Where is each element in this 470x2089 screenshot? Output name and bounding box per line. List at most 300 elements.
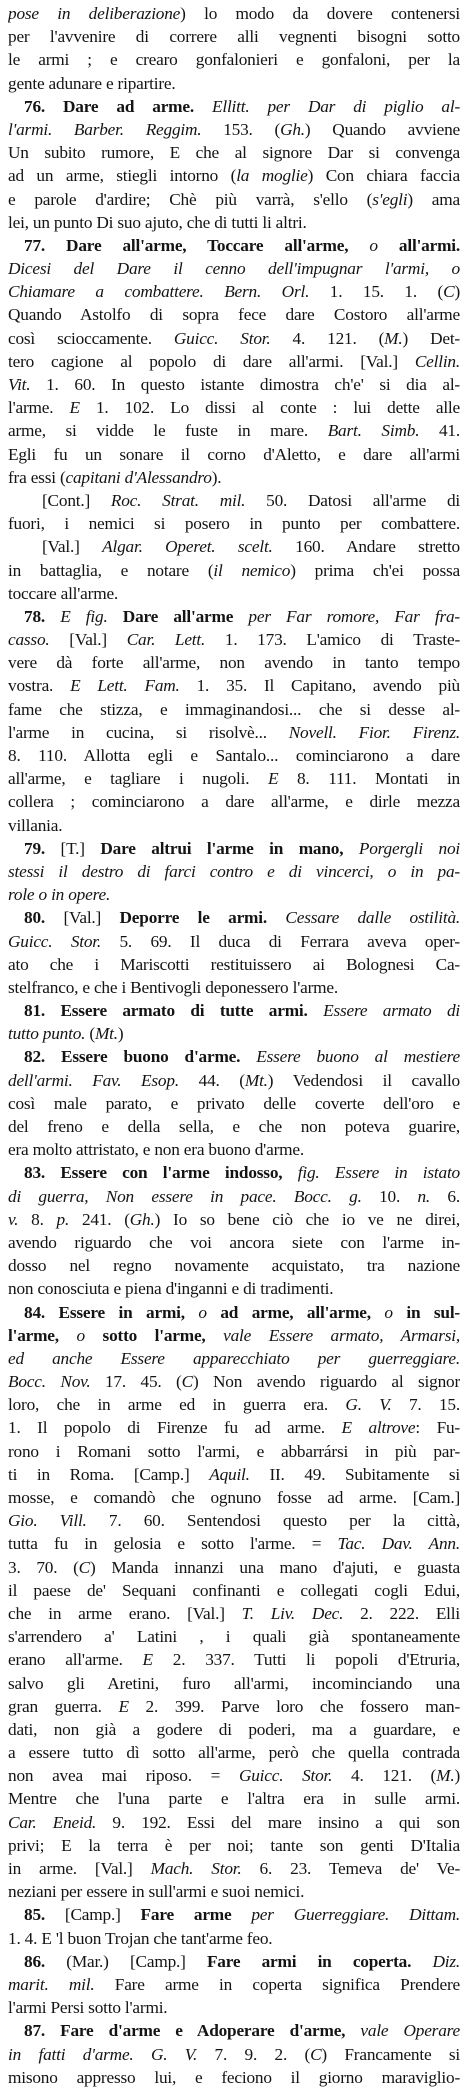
body-text: 8. 110. Allotta egli e Santalo... cominciarono a dare	[8, 746, 460, 765]
italic-text: Tac. Dav. Ann.	[337, 1534, 460, 1554]
entry-heading: all'armi.	[398, 235, 460, 255]
italic-text: E fig.	[60, 606, 108, 626]
italic-text: Diz.	[432, 1951, 460, 1971]
text-line	[8, 1787, 460, 1810]
body-text: toccare all'arme.	[8, 583, 119, 603]
body-text: )	[454, 1766, 460, 1786]
italic-text: Gh.	[280, 119, 305, 139]
italic-text: Mt.	[94, 1024, 118, 1044]
italic-text: vale Operare	[360, 2021, 460, 2041]
body-text: fame che stizza, e immaginandosi... che si desse al-	[8, 699, 460, 719]
italic-text: pose in deliberazione	[8, 4, 181, 23]
italic-text: Vit.	[8, 375, 31, 394]
body-text: ato che i Mariscotti restituissero ai Bolognesi Ca-	[8, 954, 460, 974]
text-line	[8, 327, 460, 350]
body-text: arme, si vidde le fuste in mare.	[8, 421, 328, 441]
body-text: 1. 60. In questo istante dimostra ch'e' si dia al-	[30, 375, 460, 394]
body-text: fuori, i nemici si posero in punto per combattere.	[8, 514, 460, 534]
body-text: ) lo modo da dovere contenersi	[180, 4, 460, 23]
text-line	[8, 1324, 460, 1347]
body-text	[185, 1303, 199, 1322]
entry-heading: Fare arme	[140, 1905, 232, 1925]
body-text: 160. Andare stretto	[272, 537, 460, 557]
text-line	[8, 930, 460, 953]
text-line	[8, 1301, 460, 1324]
body-text	[45, 607, 60, 626]
body-text	[345, 2021, 360, 2040]
text-line	[8, 1857, 460, 1880]
entry-heading: ad arme, all'arme,	[220, 1302, 371, 1322]
text-line	[8, 790, 460, 813]
entry-heading: 86.	[24, 1951, 46, 1971]
body-text: 4. 121. (	[332, 1766, 437, 1786]
entry-heading: 78.	[24, 606, 46, 626]
text-line	[8, 1741, 460, 1764]
entry-heading: Dare altrui l'arme in mano,	[100, 838, 344, 858]
italic-text: E	[268, 769, 279, 789]
text-line	[8, 234, 460, 257]
body-text: ) Det-	[402, 328, 460, 348]
body-text: 1. 173. L'amico di Traste-	[205, 630, 460, 650]
body-text: 241. (	[69, 1209, 130, 1229]
text-line	[8, 512, 460, 535]
text-line	[8, 559, 460, 582]
text-line	[8, 419, 460, 442]
text-line	[8, 1672, 460, 1695]
italic-text: Car. Eneid.	[8, 1812, 97, 1832]
text-line	[8, 628, 460, 651]
body-text: era molto attristato, e non era buono d'arme.	[8, 1140, 304, 1160]
italic-text: n.	[417, 1186, 431, 1206]
body-text	[59, 1326, 77, 1345]
italic-text: Novell. Fior. Firenz.	[288, 722, 460, 742]
italic-text: E	[69, 398, 80, 418]
body-text: 17. 45. (	[90, 1372, 182, 1392]
body-text: (	[85, 1024, 95, 1044]
italic-text: Algar. Operet. scelt.	[102, 537, 273, 557]
entry-heading: 82. Essere buono d'arme.	[24, 1047, 241, 1067]
italic-text: o	[198, 1302, 207, 1322]
body-text	[267, 908, 285, 927]
italic-text: dell'armi. Fav. Esop.	[8, 1070, 179, 1090]
italic-text: la moglie	[236, 166, 308, 186]
body-text: avendo riguardo che voi ancora siete con l'arme in-	[8, 1232, 460, 1252]
body-text: II. 49. Subitamente si	[249, 1464, 460, 1484]
body-text: [Camp.]	[45, 1905, 141, 1925]
italic-text: Mach. Stor.	[150, 1859, 242, 1878]
body-text: villania.	[8, 815, 63, 835]
text-line	[8, 1811, 460, 1834]
text-line	[8, 883, 460, 906]
body-text: in battaglia, e notare (	[8, 560, 214, 580]
body-text	[308, 1001, 323, 1020]
body-text: 2. 399. Parve loro che fossero man-	[128, 1696, 460, 1716]
italic-text: s'egli	[372, 189, 408, 209]
italic-text: o	[384, 1302, 393, 1322]
body-text: 8.	[18, 1209, 57, 1229]
body-text: )	[454, 282, 460, 302]
text-line	[8, 1370, 460, 1393]
body-text: (Mar.) [Camp.]	[45, 1951, 207, 1971]
body-text: lei, un punto Di suo ajuto, che di tutti li altri.	[8, 212, 307, 232]
body-text: ) Manda innanzi una mano d'ajuti, e guasta	[90, 1557, 460, 1577]
italic-text: Essere armato di	[323, 1001, 460, 1021]
text-line	[8, 1764, 460, 1787]
text-line	[8, 280, 460, 303]
text-line	[8, 605, 460, 628]
body-text: [T.]	[45, 838, 101, 858]
body-text: 8. 111. Montati in	[278, 769, 460, 789]
text-line	[8, 2043, 460, 2066]
body-text: [Val.]	[49, 630, 127, 650]
body-text: le armi ; e crearo gonfalonieri e gonfaloni, per la	[8, 50, 460, 70]
text-line	[8, 25, 460, 48]
text-line	[8, 1648, 460, 1671]
italic-text: casso.	[8, 630, 50, 650]
body-text: neziani per essere in sull'armi e suoi nemici.	[8, 1882, 305, 1902]
body-text: vostra.	[8, 676, 71, 696]
entry-heading: Fare armi in coperta.	[206, 1951, 412, 1971]
body-text: 5. 69. Il duca di Ferrara aveva oper-	[101, 931, 460, 951]
italic-text: M.	[436, 1766, 455, 1786]
text-line	[8, 1254, 460, 1277]
body-text: salvo gli Aretini, furo all'armi, incominciando una	[8, 1673, 460, 1693]
body-text: [Val.]	[45, 908, 120, 928]
text-line	[8, 2019, 460, 2042]
text-line	[8, 698, 460, 721]
entry-heading: 87. Fare d'arme e Adoperare d'arme,	[24, 2021, 346, 2041]
body-text: 44. (	[178, 1070, 245, 1090]
italic-text: per Far romore, Far fra-	[248, 606, 460, 626]
body-text: [Cont.]	[42, 490, 111, 510]
body-text: 6.	[430, 1186, 460, 1206]
body-text: Fare arme in coperta significa Prendere	[94, 1974, 460, 1994]
body-text: 1. 4. E 'l buon Trojan che tant'arme feo.	[8, 1928, 273, 1948]
entry-heading: Dare all'arme	[122, 606, 234, 626]
italic-text: capitani d'Alessandro	[65, 467, 212, 487]
text-line	[8, 211, 460, 234]
text-line	[8, 1393, 460, 1416]
text-line	[8, 373, 460, 396]
body-text: 2. 222. Elli	[343, 1603, 460, 1623]
body-text: ad un arme, stiegli intorno (	[8, 166, 237, 186]
text-line	[8, 976, 460, 999]
body-text: ) Con chiara faccia	[307, 166, 460, 186]
italic-text: per Guerreggiare. Dittam.	[251, 1905, 460, 1925]
body-text: privi; E la terra è per noi; tante son genti D'Italia	[8, 1835, 460, 1855]
body-text: dosso nel regno novamente acquistato, tra nazione	[8, 1256, 460, 1276]
italic-text: tutto punto.	[8, 1024, 86, 1044]
body-text: fra essi (	[8, 467, 66, 487]
text-line	[8, 744, 460, 767]
body-text: l'arme.	[8, 398, 70, 418]
text-line	[8, 1834, 460, 1857]
text-line	[8, 118, 460, 141]
body-text: 50. Datosi all'arme di	[245, 490, 460, 510]
body-text	[194, 97, 212, 116]
text-line	[8, 1880, 460, 1903]
italic-text: p.	[56, 1209, 70, 1229]
entry-heading: 79.	[24, 838, 46, 858]
text-line	[8, 1927, 460, 1950]
body-text: non conosciuta e piena d'inganni e di tradimenti.	[8, 1279, 334, 1299]
italic-text: Bart. Simb.	[327, 421, 420, 441]
text-line	[8, 837, 460, 860]
text-line	[8, 1115, 460, 1138]
body-text: vere dà forte all'arme, non avendo in tanto tempo	[8, 653, 460, 673]
body-text: misono appresso lui, e feciono il giorno maraviglio-	[8, 2067, 460, 2087]
text-line	[8, 1903, 460, 1926]
body-text: 1. 102. Lo dissi al conte : lui dette alle	[79, 398, 460, 418]
text-line	[8, 72, 460, 95]
text-line	[8, 1161, 460, 1184]
text-line	[8, 48, 460, 71]
text-line	[8, 1022, 460, 1045]
body-text: il paese de' Sequani confinanti e collegati cogli Edui,	[8, 1580, 460, 1600]
italic-text: role o in opere.	[8, 885, 111, 905]
body-text: 6. 23. Temeva de' Ve-	[241, 1859, 460, 1878]
body-text: ).	[211, 467, 222, 487]
body-text	[378, 236, 399, 255]
italic-text: fig. Essere in istato	[297, 1163, 460, 1183]
body-text: 2. 337. Tutti li popoli d'Etruria,	[152, 1650, 460, 1670]
text-line	[8, 953, 460, 976]
text-line	[8, 1069, 460, 1092]
body-text: 7. 60. Sentendosi questo per la città,	[86, 1511, 460, 1531]
body-text	[108, 607, 123, 626]
text-line	[8, 999, 460, 1022]
text-line	[8, 2, 460, 25]
text-line	[8, 582, 460, 605]
body-text	[231, 1905, 251, 1924]
text-line	[8, 95, 460, 118]
italic-text: marit. mil.	[8, 1974, 95, 1994]
body-text: 1. 35. Il Capitano, avendo più	[179, 676, 460, 696]
text-line	[8, 1486, 460, 1509]
body-text: [Val.]	[42, 537, 103, 557]
body-text: Mentre che l'una parte e l'altra era in sulle armi.	[8, 1789, 460, 1809]
italic-text: C	[181, 1372, 193, 1392]
body-text: 7. 9. 2. (	[197, 2044, 311, 2064]
body-text: del freno e della sella, e che non poteva guarire,	[8, 1117, 460, 1136]
text-line	[8, 466, 460, 489]
body-text: 9. 192. Essi del mare insino a qui son	[96, 1812, 460, 1832]
text-line	[8, 1440, 460, 1463]
italic-text: Porgergli noi	[358, 838, 460, 858]
text-line	[8, 1579, 460, 1602]
body-text: gran guerra.	[8, 1696, 119, 1716]
italic-text: Guicc. Stor.	[238, 1766, 333, 1786]
text-line	[8, 1973, 460, 1996]
entry-heading: 85.	[24, 1905, 46, 1925]
body-text	[343, 839, 359, 858]
text-line	[8, 164, 460, 187]
body-text: in arme. [Val.]	[8, 1859, 151, 1878]
text-line	[8, 1463, 460, 1486]
text-line	[8, 257, 460, 280]
italic-text: Chiamare a combattere. Bern. Orl.	[8, 282, 310, 302]
body-text	[393, 1303, 407, 1322]
body-text: collera ; cominciarono a dare all'arme, e dirle mezza	[8, 792, 460, 812]
entry-heading: Deporre le armi.	[119, 908, 267, 928]
body-text: )	[117, 1024, 124, 1044]
italic-text: G. V.	[345, 1395, 392, 1415]
body-text: non avea mai riposo. =	[8, 1766, 239, 1786]
body-text: così male parato, e privato delle coverte dell'oro e	[8, 1093, 460, 1113]
body-text: ) Vedendosi il cavallo	[267, 1070, 460, 1090]
body-text: ) ama	[407, 189, 460, 209]
italic-text: Ellitt. per Dar di piglio al-	[211, 96, 460, 116]
italic-text: in fatti d'arme. G. V.	[8, 2044, 198, 2064]
text-line	[8, 535, 460, 558]
body-text: tero cagione al popolo di dare all'armi. [Val.]	[8, 351, 415, 371]
body-text	[411, 1952, 432, 1971]
body-text: così scioccamente.	[8, 328, 174, 348]
body-text	[282, 1163, 297, 1182]
text-line	[8, 2066, 460, 2089]
body-text: tutta fu in gelosia e sotto l'arme. =	[8, 1534, 338, 1554]
body-text: 10.	[361, 1186, 418, 1206]
body-text: ti in Roma. [Camp.]	[8, 1464, 210, 1484]
italic-text: l'armi. Barber. Reggim.	[8, 119, 202, 139]
text-line	[8, 443, 460, 466]
text-line	[8, 489, 460, 512]
entry-heading: 80.	[24, 908, 46, 928]
text-line	[8, 303, 460, 326]
body-text: stelfranco, e che i Bentivogli deponessero l'arme.	[8, 977, 338, 997]
text-line	[8, 1996, 460, 2019]
italic-text: T. Liv. Dec.	[241, 1603, 344, 1623]
italic-text: Aquil.	[209, 1464, 250, 1484]
body-text	[371, 1303, 385, 1322]
body-text: Un subito rumore, E che al signore Dar si convenga	[8, 143, 460, 163]
body-text: ) Francamente si	[321, 2044, 460, 2064]
italic-text: Essere buono al mestiere	[256, 1047, 460, 1067]
entry-heading: 81. Essere armato di tutte armi.	[24, 1001, 308, 1021]
italic-text: Guicc. Stor.	[8, 931, 102, 951]
text-line	[8, 767, 460, 790]
text-line	[8, 1347, 460, 1370]
body-text	[85, 1326, 103, 1345]
body-text: Egli fu un sonare il corno d'Aletto, e dare all'armi	[8, 444, 460, 464]
italic-text: Roc. Strat. mil.	[110, 490, 246, 510]
text-line	[8, 1092, 460, 1115]
body-text	[206, 1326, 224, 1345]
body-text: loro, che in arme ed in guerra era.	[8, 1395, 346, 1415]
body-text: l'armi Persi sotto l'armi.	[8, 1998, 168, 2018]
body-text: 1. Il popolo di Firenze fu ad arme.	[8, 1418, 342, 1438]
text-line	[8, 1509, 460, 1532]
text-line	[8, 860, 460, 883]
italic-text: Mt.	[244, 1070, 268, 1090]
text-line	[8, 1138, 460, 1161]
body-text: all'arme, e tagliare i nugoli.	[8, 769, 268, 789]
italic-text: Guicc. Stor.	[173, 328, 271, 348]
italic-text: di guerra, Non essere in pace. Bocc. g.	[8, 1186, 362, 1206]
entry-heading: l'arme,	[8, 1325, 59, 1345]
body-text: gente adunare e ripartire.	[8, 73, 176, 93]
body-text: ) Quando avviene	[304, 119, 460, 139]
body-text: 3. 70. (	[8, 1557, 79, 1577]
italic-text: E	[142, 1650, 153, 1670]
body-text: per l'avvenire di correre alli vegnenti bisogni sotto	[8, 27, 460, 47]
body-text: 7. 15.	[391, 1395, 460, 1415]
text-line	[8, 721, 460, 744]
italic-text: Cellin.	[414, 351, 460, 371]
italic-text: Car. Lett.	[126, 630, 206, 650]
italic-text: Gh.	[129, 1209, 155, 1229]
text-line	[8, 1277, 460, 1300]
italic-text: il nemico	[213, 560, 291, 580]
body-text: che in arme erano. [Val.]	[8, 1603, 242, 1623]
text-line	[8, 906, 460, 929]
body-text: ) Non avendo riguardo al signor	[192, 1372, 460, 1392]
text-line	[8, 1045, 460, 1068]
body-text: 153. (	[201, 119, 281, 139]
text-line	[8, 1950, 460, 1973]
body-text: Quando Astolfo di sopra fece dare Costoro all'arme	[8, 305, 460, 325]
text-line	[8, 1718, 460, 1741]
text-line	[8, 1231, 460, 1254]
entry-heading: sotto l'arme,	[102, 1325, 206, 1345]
italic-text: M.	[384, 328, 403, 348]
text-line	[8, 350, 460, 373]
body-text: ) prima ch'ei possa	[290, 560, 460, 580]
body-text: a essere tutto dì sotto all'arme, però che quella contrada	[8, 1743, 460, 1763]
text-line	[8, 1208, 460, 1231]
italic-text: ed anche Essere apparecchiato per guerreggiare.	[8, 1348, 460, 1368]
body-text: 41.	[419, 421, 460, 441]
body-text: e parole d'ardire; Chè più varrà, s'ello (	[8, 189, 373, 209]
body-text: 1. 15. 1. (	[309, 282, 444, 302]
body-text: s'arrendero a' Latini , i quali già spontaneamente	[8, 1627, 460, 1647]
text-line	[8, 1416, 460, 1439]
italic-text: stessi il destro di farci contro e di vincerci, o in pa-	[8, 861, 460, 881]
entry-heading: 84. Essere in armi,	[24, 1302, 185, 1322]
text-line	[8, 1695, 460, 1718]
text-line	[8, 1532, 460, 1555]
body-text: dati, non già a godere di poderi, ma a guardare, e	[8, 1719, 460, 1739]
text-line	[8, 141, 460, 164]
entry-heading: 83. Essere con l'arme indosso,	[24, 1163, 283, 1183]
body-text: mosse, e comandò che ognuno fosse ad arme. [Cam.]	[8, 1488, 460, 1507]
italic-text: Bocc. Nov.	[8, 1372, 91, 1392]
text-line	[8, 651, 460, 674]
body-text	[240, 1047, 256, 1066]
italic-text: C	[310, 2044, 322, 2064]
body-text: rono i Romani sotto l'armi, e abbarrársi in più par-	[8, 1441, 460, 1461]
entry-heading: 76. Dare ad arme.	[24, 96, 194, 116]
italic-text: E	[118, 1696, 129, 1716]
text-line	[8, 814, 460, 837]
text-line	[8, 1556, 460, 1579]
italic-text: Cessare dalle ostilità.	[285, 908, 460, 928]
italic-text: E Lett. Fam.	[70, 676, 180, 696]
italic-text: v.	[8, 1209, 19, 1229]
body-text: erano all'arme.	[8, 1650, 143, 1670]
italic-text: C	[78, 1557, 90, 1577]
body-text: : Fu-	[415, 1418, 460, 1438]
body-text	[233, 607, 248, 626]
italic-text: o	[369, 235, 378, 255]
italic-text: vale Essere armato, Armarsi,	[223, 1325, 460, 1345]
text-line	[8, 188, 460, 211]
text-line	[8, 1602, 460, 1625]
italic-text: E altrove	[341, 1418, 416, 1438]
italic-text: Gio. Vill.	[8, 1511, 87, 1531]
text-line	[8, 1625, 460, 1648]
italic-text: C	[443, 282, 455, 302]
